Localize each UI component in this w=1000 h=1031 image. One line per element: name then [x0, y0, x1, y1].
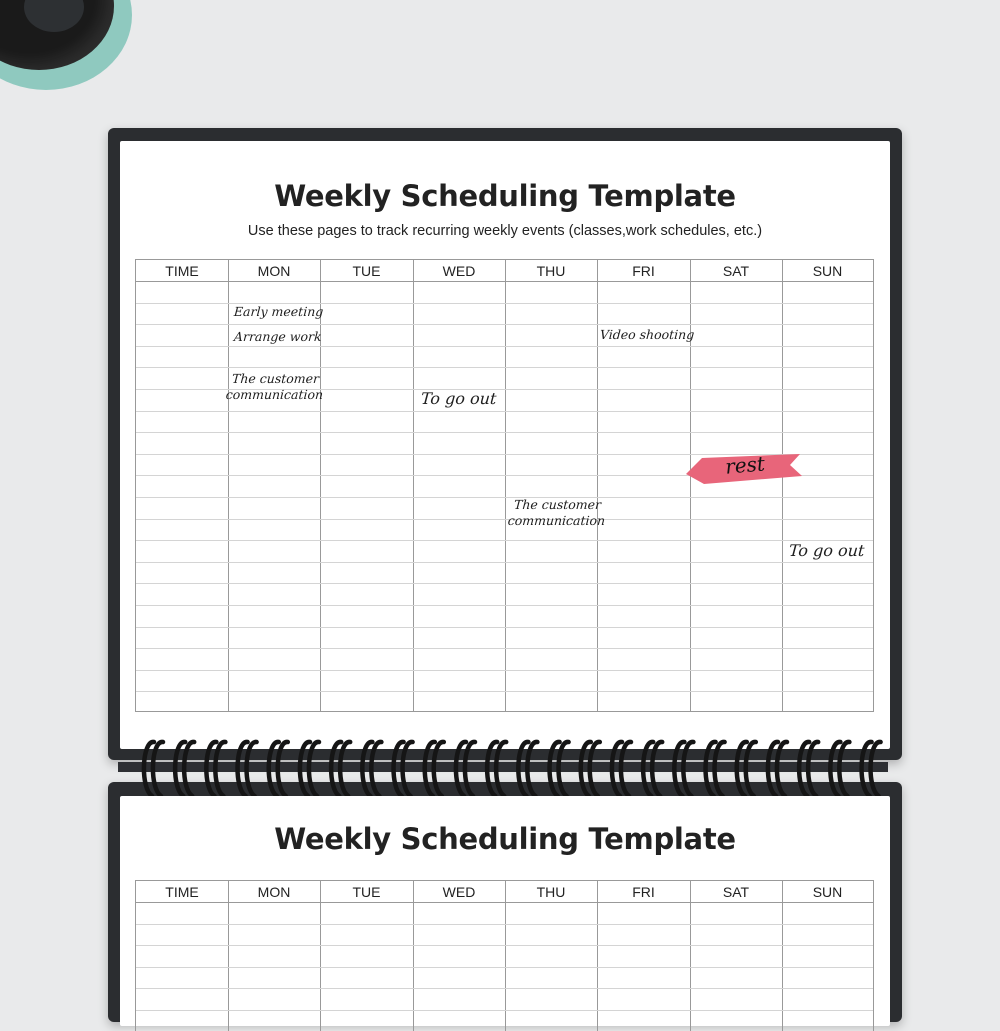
- page-title: Weekly Scheduling Template: [274, 822, 736, 856]
- note-arrange-work: Arrange work: [233, 329, 323, 344]
- note-line: communication: [507, 513, 606, 528]
- schedule-grid: [135, 259, 874, 712]
- spiral-coil: [144, 742, 163, 796]
- spiral-coil: [862, 742, 881, 796]
- col-header-tue: TUE: [352, 884, 381, 900]
- row-line: [136, 691, 873, 692]
- spiral-coil: [331, 742, 350, 796]
- col-header-time: TIME: [165, 884, 199, 900]
- col-header-mon: MON: [257, 884, 291, 900]
- note-customer-communication-thu: [497, 497, 617, 529]
- spiral-coil: [362, 742, 381, 796]
- rest-tag: [686, 452, 804, 484]
- note-to-go-out-wed: To go out: [420, 389, 498, 408]
- col-header-thu: THU: [536, 884, 566, 900]
- spiral-coil: [300, 742, 319, 796]
- spiral-coil: [206, 742, 225, 796]
- column-divider: [505, 881, 506, 1031]
- col-header-fri: FRI: [632, 263, 655, 279]
- row-line: [136, 945, 873, 946]
- spiral-coil: [394, 742, 413, 796]
- row-line: [136, 346, 873, 347]
- spiral-coil: [768, 742, 787, 796]
- spiral-coil: [643, 742, 662, 796]
- spiral-coil: [269, 742, 288, 796]
- spiral-coil: [830, 742, 849, 796]
- rest-tag-label: rest: [724, 451, 766, 479]
- col-header-fri: FRI: [632, 884, 655, 900]
- row-line: [136, 367, 873, 368]
- col-header-time: TIME: [165, 263, 199, 279]
- note-line: The customer: [513, 497, 602, 512]
- planner-page-bottom: [120, 796, 890, 1026]
- spiral-coil: [737, 742, 756, 796]
- column-divider: [597, 881, 598, 1031]
- row-line: [136, 411, 873, 412]
- note-customer-communication-mon: [215, 371, 335, 403]
- column-divider: [597, 260, 598, 711]
- row-line: [136, 988, 873, 989]
- row-line: [136, 648, 873, 649]
- col-header-thu: THU: [536, 263, 566, 279]
- spiral-coil: [799, 742, 818, 796]
- spiral-coil: [425, 742, 444, 796]
- row-line: [136, 1010, 873, 1011]
- spiral-coil: [518, 742, 537, 796]
- spiral-coil: [706, 742, 725, 796]
- column-divider: [228, 881, 229, 1031]
- column-divider: [690, 881, 691, 1031]
- row-line: [136, 605, 873, 606]
- schedule-grid: [135, 880, 874, 1031]
- col-header-wed: WED: [442, 884, 476, 900]
- column-divider: [320, 881, 321, 1031]
- row-line: [136, 670, 873, 671]
- col-header-wed: WED: [442, 263, 476, 279]
- spiral-coil: [612, 742, 631, 796]
- spiral-coil: [456, 742, 475, 796]
- column-divider: [320, 260, 321, 711]
- note-line: communication: [225, 387, 324, 402]
- row-line: [136, 562, 873, 563]
- column-divider: [228, 260, 229, 711]
- row-line: [136, 324, 873, 325]
- row-line: [136, 924, 873, 925]
- row-line: [136, 540, 873, 541]
- spiral-coil: [550, 742, 569, 796]
- page-title: Weekly Scheduling Template: [274, 179, 736, 213]
- note-video-shooting: Video shooting: [599, 327, 695, 342]
- row-line: [136, 432, 873, 433]
- column-divider: [782, 260, 783, 711]
- spiral-coil: [238, 742, 257, 796]
- note-line: The customer: [231, 371, 320, 386]
- row-line: [136, 967, 873, 968]
- coffee: [0, 0, 114, 70]
- note-to-go-out-sun: To go out: [788, 541, 866, 560]
- column-divider: [413, 881, 414, 1031]
- spiral-coil: [175, 742, 194, 796]
- spiral-coil: [581, 742, 600, 796]
- row-line: [136, 583, 873, 584]
- spiral-coil: [487, 742, 506, 796]
- spiral-coil: [674, 742, 693, 796]
- col-header-sun: SUN: [812, 884, 843, 900]
- page-subtitle: Use these pages to track recurring weekly events (classes,work schedules, etc.): [247, 223, 763, 239]
- column-divider: [782, 881, 783, 1031]
- planner-page-top: [120, 141, 890, 749]
- note-early-meeting: Early meeting: [233, 304, 324, 319]
- col-header-sun: SUN: [812, 263, 843, 279]
- column-divider: [413, 260, 414, 711]
- coffee-cup: [0, 0, 132, 90]
- col-header-sat: SAT: [722, 263, 750, 279]
- row-line: [136, 627, 873, 628]
- col-header-mon: MON: [257, 263, 291, 279]
- col-header-sat: SAT: [722, 884, 750, 900]
- col-header-tue: TUE: [352, 263, 381, 279]
- column-divider: [505, 260, 506, 711]
